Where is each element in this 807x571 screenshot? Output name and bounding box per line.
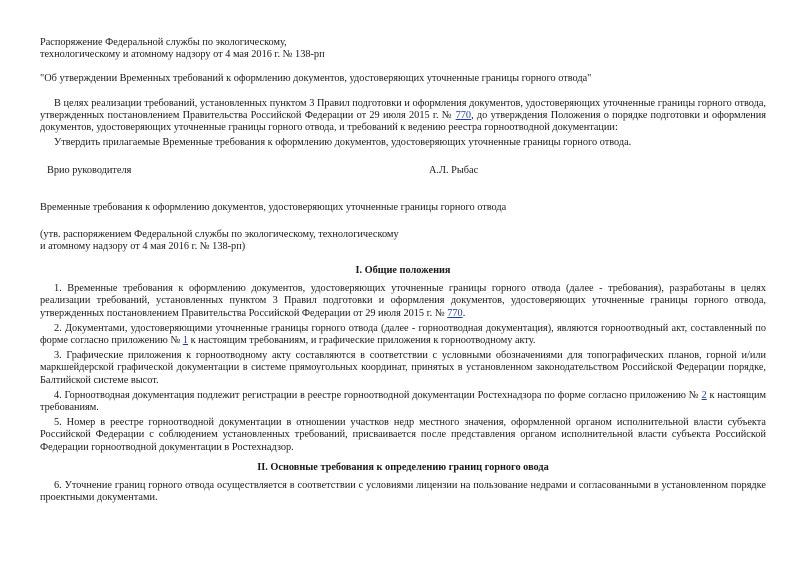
approval-line1: (утв. распоряжением Федеральной службы по экологическому, технологическому xyxy=(40,228,399,240)
decision-paragraph: Утвердить прилагаемые Временные требования к оформлению документов, удостоверяющих уточненные границы горного отвода. xyxy=(54,137,632,149)
approval-line2: и атомному надзору от 4 мая 2016 г. № 138-рп) xyxy=(40,240,246,252)
approval-note xyxy=(40,229,766,253)
paragraph-2-text-1: 2. Документами, удостоверяющими уточненные границы горного отвода (далее - горноотводная документация), являются горноотводный акт, составленный по форме согласно приложению № xyxy=(40,322,766,347)
preamble-paragraph xyxy=(40,98,766,135)
signature-name: А.Л. Рыбас xyxy=(429,165,479,177)
preamble-text-2: , до утверждения Положения о порядке подготовки и оформления документов, удостоверяющих уточненные границы горного отвода, и требований к ведению реестра горноотводной документации: xyxy=(40,109,767,134)
order-header-line1: Распоряжение Федеральной службы по экологическому, xyxy=(40,37,287,48)
order-header xyxy=(40,37,766,61)
section1-paragraph-3: 3. Графические приложения к горноотводному акту составляются в соответствии с условными обозначениями для топографических планов, горной и/или маркшейдерской графической документации в системе прямоугольных координат, принятых в установленном законодательством Российской Федерации порядке, Балтийской системе высот. xyxy=(40,350,766,386)
section1-paragraph-4 xyxy=(40,390,766,414)
resolution-770-link-2[interactable]: 770 xyxy=(447,307,463,319)
section1-heading: I. Общие положения xyxy=(355,265,451,277)
section2-heading: II. Основные требования к определению границ горного овода xyxy=(257,461,549,473)
paragraph-1-text-1: 1. Временные требования к оформлению документов, удостоверяющих уточненные границы горного отвода (далее - требования), разработаны в целях реализации требований, установленных пунктом 3 Правил подготовки и оформления документов, удостоверяющих уточненные границы горного отвода, утвержденных постановлением Правительства Российской Федерации от 29 июля 2015 г. № xyxy=(40,283,766,319)
section1-paragraph-5: 5. Номер в реестре горноотводной документации в отношении участков недр местного значения, оформленной органом исполнительной власти субъекта Российской Федерации с соблюдением установленных требований, присваивается после представления органом исполнительной власти субъекта Российской Федерации горноотводной документации в Ростехнадзор. xyxy=(40,417,766,453)
signature-block xyxy=(40,165,766,178)
paragraph-4-text-2: к настоящим требованиям. xyxy=(40,389,766,414)
appendix-2-link[interactable]: 2 xyxy=(701,389,707,401)
paragraph-2-text-2: к настоящим требованиям, и графические приложения к горноотводному акту. xyxy=(188,335,536,347)
signature-role: Врио руководителя xyxy=(47,165,132,177)
order-header-line2: технологическому и атомному надзору от 4 мая 2016 г. № 138-рп xyxy=(40,49,325,61)
section2-paragraph-6: 6. Уточнение границ горного отвода осуществляется в соответствии с условиями лицензии на пользование недрами и согласованными в установленном порядке проектными документами. xyxy=(40,480,766,504)
appendix-title: Временные требования к оформлению документов, удостоверяющих уточненные границы горного отвода xyxy=(40,202,507,214)
section1-paragraph-1 xyxy=(40,283,766,320)
preamble-text-1: В целях реализации требований, установленных пунктом 3 Правил подготовки и оформления документов, удостоверяющих уточненные границы горного отвода, утвержденных постановлением Правительства Российской Федерации от 29 июля 2015 г. № xyxy=(40,97,766,121)
section1-paragraph-2 xyxy=(40,323,766,347)
paragraph-1-text-2: . xyxy=(462,307,466,319)
order-title: "Об утверждении Временных требований к оформлению документов, удостоверяющих уточненные границы горного отвода" xyxy=(40,73,592,85)
resolution-770-link[interactable]: 770 xyxy=(455,109,472,121)
paragraph-4-text-1: 4. Горноотводная документация подлежит регистрации в реестре горноотводной документации Ростехнадзора по форме согласно приложению № xyxy=(54,389,702,401)
appendix-1-link[interactable]: 1 xyxy=(182,335,188,347)
document-page xyxy=(40,37,766,504)
